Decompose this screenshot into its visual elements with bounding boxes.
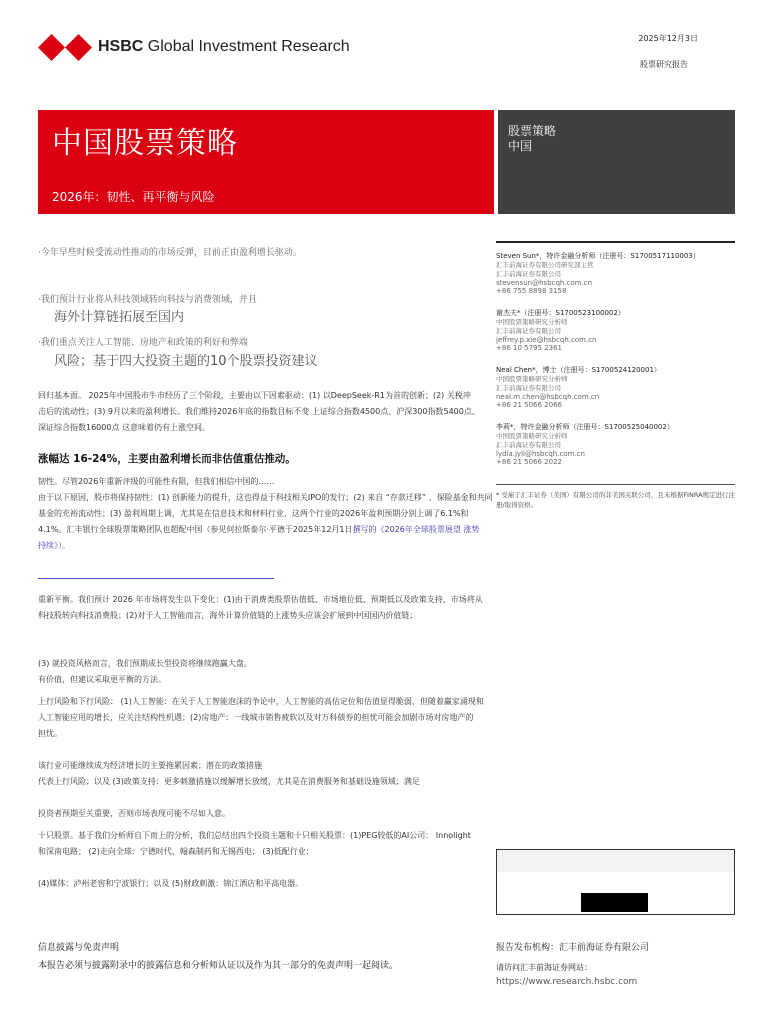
analyst-name: 李莉*，特许金融分析师（注册号：S1700525040002）	[496, 423, 674, 431]
publisher: 报告发布机构：汇丰前海证券有限公司	[496, 943, 650, 953]
analyst-phone: +86 10 5795 2361	[496, 344, 562, 352]
para-stocks-1: 十只股票。基于我们分析师自下而上的分析，我们总结出四个投资主题和十只相关股票：(1)PEG较低的AI公司： Innolight	[38, 831, 471, 840]
info-box-header	[497, 850, 734, 872]
analyst-org: 汇丰前海证券有限公司	[496, 327, 561, 335]
analyst-name: Neal Chen*，博士（注册号：S1700524120001）	[496, 366, 661, 374]
para-risks-3: 担忧。	[38, 729, 62, 738]
disclosure-title: 信息披露与免责声明	[38, 943, 120, 953]
report-date: 2025年12月3日	[638, 34, 698, 43]
analyst-card	[496, 365, 661, 409]
analyst-title: 中国股票策略研究分析师	[496, 432, 568, 440]
para-rebalance-2: 科技股转向科技消费股；(2)对于人工智能而言，海外计算价值链的上涨势头应该会扩展到中国国内价值链；	[38, 611, 418, 620]
category-label: 股票策略	[508, 124, 557, 138]
analyst-email[interactable]: lydia.jyli@hsbcqh.com.cn	[496, 450, 585, 458]
summary-bullet-2-intro: ·我们预计行业将从科技领域转向科技与消费领域，并且	[38, 295, 257, 305]
analyst-name: 谢杰夫*（注册号：S1700523100002）	[496, 309, 625, 317]
analyst-phone: +86 21 5066 2022	[496, 458, 562, 466]
summary-bullet-1: ·今年早些时候受流动性推动的市场反弹，目前正由盈利增长驱动。	[38, 248, 302, 258]
brand-name: HSBC Global Investment Research	[98, 38, 350, 55]
analyst-email[interactable]: jeffrey.p.xie@hsbcqh.com.cn	[496, 336, 597, 344]
para-risks-2: 人工智能应用的增长，应关注结构性机遇；(2)房地产：一线城市销售疲软以及对万科债券的担忧可能会加剧市场对房地产的	[38, 713, 474, 722]
outlook-report-link[interactable]: 撰写的《2026年全球股票展望 涨势	[352, 525, 480, 534]
report-title: 中国股票策略	[52, 126, 238, 161]
analyst-org: 汇丰前海证券有限公司	[496, 270, 561, 278]
para-rebalance-1: 重新平衡。我们预计 2026 年市场将发生以下变化：(1)由于消费类股票估值低、市场地位低、预期低以及政策支持，市场将从	[38, 595, 483, 604]
analyst-card	[496, 422, 674, 466]
para-resilience-2: 由于以下原因，股市将保持韧性：(1) 创新能力的提升，这也得益于科技相关IPO的发行；(2) 来自 “存款迁移” 、保险基金和共同	[38, 493, 493, 502]
analyst-email[interactable]: stevensun@hsbcqh.com.cn	[496, 279, 593, 287]
analyst-email[interactable]: neal.m.chen@hsbcqh.com.cn	[496, 393, 600, 401]
analyst-top-rule	[496, 241, 735, 243]
report-type: 股票研究报告	[640, 60, 688, 69]
hsbc-hexagon-logo-icon	[38, 34, 92, 61]
section-heading: 涨幅达 16-24%，主要由盈利增长而非估值重估推动。	[38, 453, 296, 465]
para-stocks-3: (4)媒体：泸州老窖和宁波银行；以及 (5)财政刺激：锦江酒店和平高电器。	[38, 879, 304, 888]
para-resilience-1: 韧性。尽管2026年重新评级的可能性有限，但我们相信中国的……	[38, 477, 275, 486]
para-fundamentals-2: 击后的流动性；(3) 9月以来的盈利增长。我们维持2026年底的指数目标不变 上证综合指数4500点、沪深300指数5400点、	[38, 407, 480, 416]
analyst-org: 汇丰前海证券有限公司	[496, 384, 561, 392]
para-stocks-2: 和深南电路； (2)走向全球：宁德时代、翰森制药和无锡西电； (3)低配行业：	[38, 847, 314, 856]
para-resilience-3: 基金的充裕流动性；(3) 盈利周期上调，尤其是在信息技术和材料行业，这两个行业的2026年盈利预期分别上调了6.1%和	[38, 509, 469, 518]
para-fundamentals-3: 深证综合指数16000点 这意味着仍有上涨空间。	[38, 423, 210, 432]
para-expectations: 投资者预期至关重要，否则市场表现可能不尽如人意。	[38, 809, 230, 818]
region-label: 中国	[508, 139, 533, 153]
para-risks-1: 上行风险和下行风险： (1)人工智能：在关于人工智能泡沫的争论中，人工智能的高估定位和估值显得脆弱，但随着赢家涌现和	[38, 697, 484, 706]
analyst-card	[496, 251, 700, 295]
summary-bullet-2-main: 海外计算链拓展至国内	[54, 310, 185, 325]
para-resilience-4: 4.1%。汇丰银行全球股票策略团队也超配中国（参见何拉斯泰尔·平德于2025年12月1日撰写的《2026年全球股票展望 涨势	[38, 525, 480, 534]
disclosure-text: 本报告必须与披露附录中的披露信息和分析师认证以及作为其一部分的免责声明一起阅读。	[38, 961, 399, 971]
website-link[interactable]: https://www.research.hsbc.com	[496, 977, 638, 987]
divider	[38, 578, 274, 579]
summary-bullet-3-main: 风险；基于四大投资主题的10个股票投资建议	[54, 354, 318, 369]
info-box-button[interactable]	[581, 893, 648, 912]
para-drag-2: 代表上行风险；以及 (3)政策支持：更多刺激措施以缓解增长放缓，尤其是在消费服务和基础设施领域；满足	[38, 777, 420, 786]
para-fundamentals-1: 回归基本面。 2025年中国股市牛市经历了三个阶段，主要由以下因素驱动：(1) 以DeepSeek-R1为首的创新；(2) 关税冲	[38, 391, 471, 400]
para-style-1: (3) 就投资风格而言，我们预期成长型投资将继续跑赢大盘。	[38, 659, 252, 668]
analyst-card	[496, 308, 625, 352]
website-prompt: 请访问汇丰前海证券网站：	[496, 963, 592, 972]
analyst-title: 中国股票策略研究分析师	[496, 318, 568, 326]
analyst-title: 中国股票策略研究分析师	[496, 375, 568, 383]
analyst-phone: +86 755 8898 3158	[496, 287, 567, 295]
outlook-report-link-cont[interactable]: 持续》）。	[38, 541, 70, 550]
para-drag-1: 该行业可能继续成为经济增长的主要拖累因素；潜在的政策措施	[38, 761, 262, 770]
registration-note: * 受雇于汇丰证券（美国）有限公司的非美国关联公司，且未根据FINRA规定进行注册/取得资格。	[496, 491, 736, 509]
analyst-name: Steven Sun*，特许金融分析师（注册号：S1700517110003）	[496, 252, 700, 260]
analyst-org: 汇丰前海证券有限公司	[496, 441, 561, 449]
report-subtitle: 2026年：韧性、再平衡与风险	[52, 190, 215, 204]
summary-bullet-3-intro: ·我们重点关注人工智能、房地产和政策的利好和弊端	[38, 338, 248, 348]
analyst-bottom-rule	[496, 484, 735, 485]
analyst-phone: +86 21 5066 2066	[496, 401, 562, 409]
analyst-title: 汇丰前海证券有限公司研究部主管	[496, 261, 594, 269]
para-style-2: 有价值，但建议采取更平衡的方法。	[38, 675, 166, 684]
